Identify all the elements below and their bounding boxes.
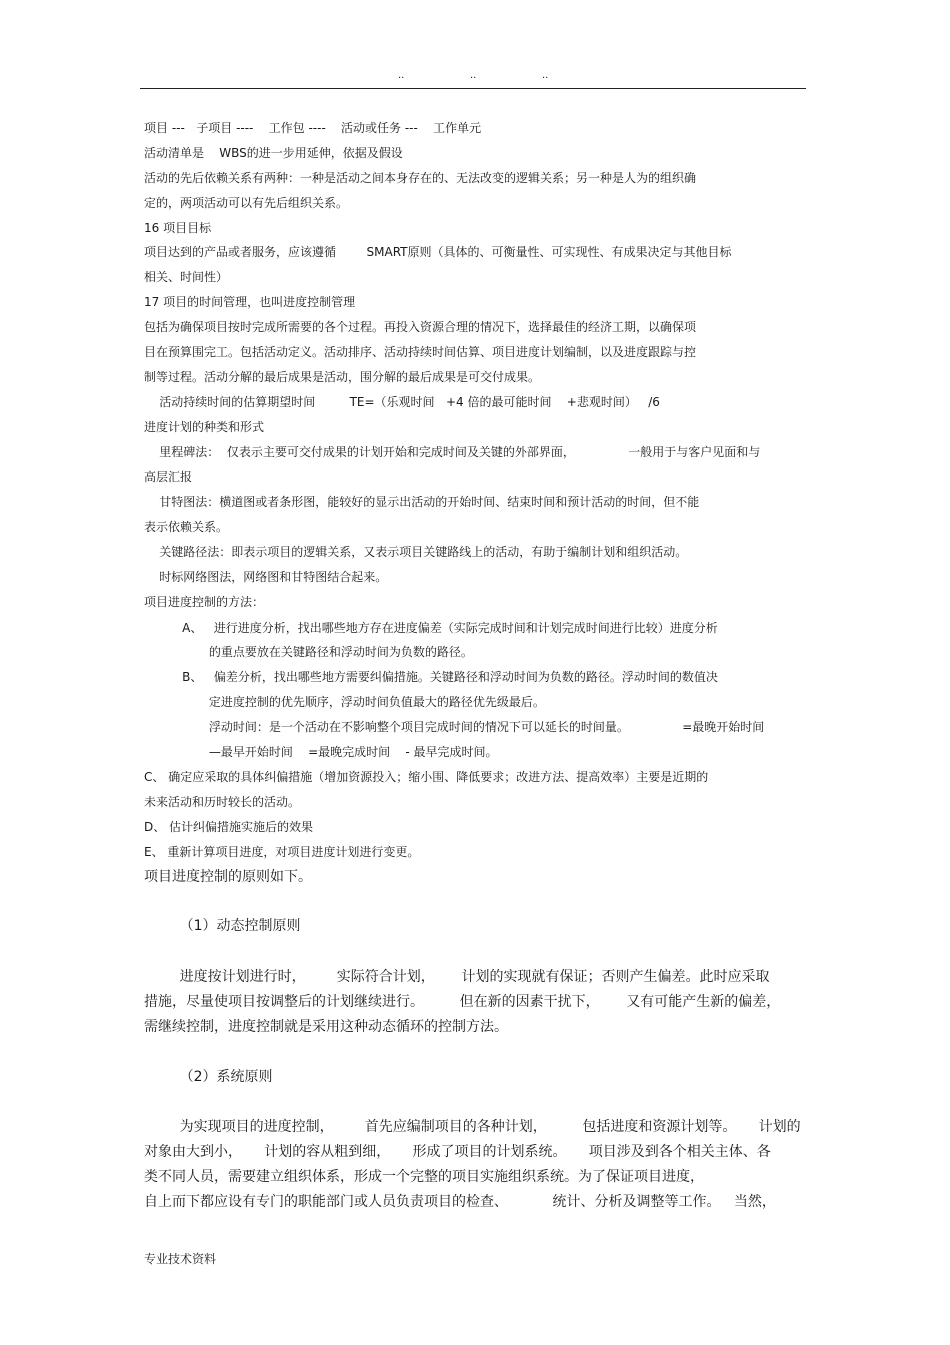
text-line: 进度计划的种类和形式 bbox=[144, 420, 265, 434]
header-dot-1: .. bbox=[398, 70, 405, 81]
page-footer: 专业技术资料 bbox=[144, 1252, 217, 1266]
text-line: 表示依赖关系。 bbox=[144, 520, 229, 534]
text-line: 项目进度控制的方法： bbox=[144, 595, 265, 609]
subsection-heading: （1）动态控制原则 bbox=[144, 918, 301, 934]
text-line: 项目达到的产品或者服务，应该遵循 SMART原则（具体的、可衡量性、可实现性、有成果决定与其他目标 bbox=[144, 245, 732, 259]
text-line: 高层汇报 bbox=[144, 470, 193, 484]
header-dot-2: .. bbox=[470, 70, 477, 81]
subsection-heading: （2）系统原则 bbox=[144, 1069, 273, 1085]
text-line: 里程碑法： 仅表示主要可交付成果的计划开始和完成时间及关键的外部界面， 一般用于与客户见面和与 bbox=[144, 445, 761, 459]
list-item: A、 进行进度分析，找出哪些地方存在进度偏差（实际完成时间和计划完成时间进行比较）进度分析 bbox=[144, 621, 718, 635]
paragraph-line: 措施，尽量使项目按调整后的计划继续进行。 但在新的因素干扰下， 又有可能产生新的偏差， bbox=[144, 994, 781, 1010]
text-line: 关键路径法：即表示项目的逻辑关系，又表示项目关键路线上的活动，有助于编制计划和组织活动。 bbox=[144, 545, 688, 559]
text-line: 活动的先后依赖关系有两种：一种是活动之间本身存在的、无法改变的逻辑关系；另一种是人为的组织确 bbox=[144, 171, 697, 185]
list-item: D、 估计纠偏措施实施后的效果 bbox=[144, 820, 314, 834]
paragraph-line: 进度按计划进行时， 实际符合计划， 计划的实现就有保证；否则产生偏差。此时应采取 bbox=[144, 969, 770, 985]
header-rule bbox=[140, 88, 806, 89]
text-line: 制等过程。活动分解的最后成果是活动，围分解的最后成果是可交付成果。 bbox=[144, 370, 541, 384]
header-dots bbox=[140, 70, 806, 84]
text-line: 时标网络图法，网络图和甘特图结合起来。 bbox=[144, 570, 388, 584]
text-line: 相关、时间性） bbox=[144, 270, 229, 284]
paragraph-line: 需继续控制，进度控制就是采用这种动态循环的控制方法。 bbox=[144, 1019, 508, 1035]
text-line: 定进度控制的优先顺序，浮动时间负值最大的路径优先级最后。 bbox=[144, 695, 545, 709]
formula-line: 活动持续时间的估算期望时间 TE=（乐观时间 +4 倍的最可能时间 +悲观时间） /6 bbox=[144, 395, 660, 409]
text-line: 项目进度控制的原则如下。 bbox=[144, 869, 312, 885]
text-line: 甘特图法：横道图或者条形图，能较好的显示出活动的开始时间、结束时间和预计活动的时间，但不能 bbox=[144, 495, 700, 509]
section-heading: 17 项目的时间管理，也叫进度控制管理 bbox=[144, 295, 356, 309]
paragraph-line: 自上而下都应设有专门的职能部门或人员负责项目的检查、 统计、分析及调整等工作。 当然， bbox=[144, 1194, 776, 1210]
text-line: 的重点要放在关键路径和浮动时间为负数的路径。 bbox=[144, 645, 473, 659]
paragraph-line: 类不同人员，需要建立组织体系，形成一个完整的项目实施组织系统。为了保证项目进度， bbox=[144, 1169, 704, 1185]
paragraph-line: 对象由大到小， 计划的容从粗到细， 形成了项目的计划系统。 项目涉及到各个相关主体、各 bbox=[144, 1144, 771, 1160]
header-dot-3: .. bbox=[542, 70, 549, 81]
text-line: 浮动时间：是一个活动在不影响整个项目完成时间的情况下可以延长的时间量。 =最晚开始时间 bbox=[144, 720, 765, 734]
text-line: 目在预算围完工。包括活动定义。活动排序、活动持续时间估算、项目进度计划编制，以及进度跟踪与控 bbox=[144, 345, 697, 359]
list-item: B、 偏差分析，找出哪些地方需要纠偏措施。关键路径和浮动时间为负数的路径。浮动时间的数值决 bbox=[144, 670, 718, 684]
text-line: 未来活动和历时较长的活动。 bbox=[144, 795, 301, 809]
list-item: C、 确定应采取的具体纠偏措施（增加资源投入；缩小围、降低要求；改进方法、提高效率）主要是近期的 bbox=[144, 770, 709, 784]
paragraph-line: 为实现项目的进度控制， 首先应编制项目的各种计划， 包括进度和资源计划等。 计划的 bbox=[144, 1119, 801, 1135]
list-item: E、 重新计算项目进度，对项目进度计划进行变更。 bbox=[144, 845, 420, 859]
text-line: 项目 --- 子项目 ---- 工作包 ---- 活动或任务 --- 工作单元 bbox=[144, 121, 482, 135]
text-line: —最早开始时间 =最晚完成时间 - 最早完成时间。 bbox=[144, 745, 498, 759]
text-line: 包括为确保项目按时完成所需要的各个过程。再投入资源合理的情况下，选择最佳的经济工期，以确保项 bbox=[144, 320, 697, 334]
text-line: 定的，两项活动可以有先后组织关系。 bbox=[144, 196, 349, 210]
section-heading: 16 项目目标 bbox=[144, 221, 212, 235]
text-line: 活动清单是 WBS的进一步用延伸，依据及假设 bbox=[144, 146, 403, 160]
